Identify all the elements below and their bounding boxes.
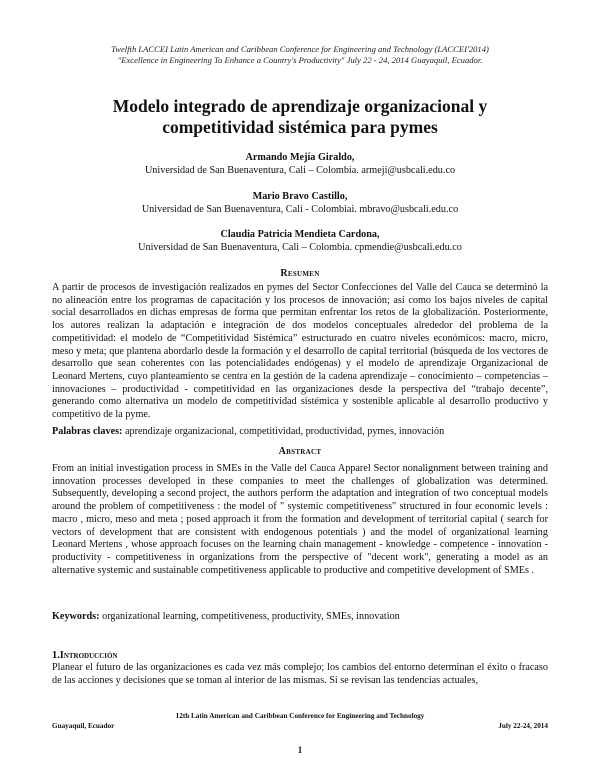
- palabras-label: Palabras claves:: [52, 426, 123, 437]
- palabras-text: aprendizaje organizacional, competitividad, productividad, pymes, innovación: [122, 426, 445, 437]
- keywords-label: Keywords:: [52, 611, 100, 622]
- resumen-text: A partir de procesos de investigación realizados en pymes del Sector Confecciones del Valle del Cauca se determinó la no alineación entre los programas de capacitación y los procesos de innovación; así como los bajos niveles de capital social desarrollados en dichas empresas de forma que permitan enfrentar los retos de la globalización. Posteriormente, los autores realizan la adaptación e integración de dos modelos conceptuales alrededor del problema de la competitividad: el modelo de “Competitividad Sistémica” estructurado en cuatro niveles económicos: macro, micro, meso y meta; que plantena abordarlo desde la formación y el desarrollo de capital territorial (búsqueda de los vectores de desarrollo que sean coherentes con las potencialidades endógenas) y el modelo de aprendizaje Organizacional de Leonard Mertens, cuyo planteamiento se centra en la gestión de la cadena aprendizaje – conocimiento – competencias – innovaciones – productividad - competitividad en las organizaciones desde la perspectiva del “trabajo decente”, generando como alternativa un modelo de competitividad sistémica y sostenible aplicable al desarrollo productivo y competitivo de la pyme.: [52, 282, 548, 421]
- intro-text: Planear el futuro de las organizaciones es cada vez más complejo; los cambios del entorno determinan el éxito o fracaso de las acciones y decisiones que se toman al interior de las mismas. Si se revisan las tendencias actuales,: [52, 662, 548, 686]
- abstract-text: From an initial investigation process in SMEs in the Valle del Cauca Apparel Sector nonalignment between training and innovation processes developed in these companies to meet the challenges of globalization was determined. Subsequently, developing a second project, the authors perform the adaptation and integration of two conceptual models around the problem of competitiveness : the model of " systemic competitiveness" structured in four economic levels : macro , micro, meso and meta ; posed approach it from the formation and development of territorial capital ( search for vectors of development that are consistent with endogenous potentials ) and the model of organizational learning Leonard Mertens , whose approach focuses on the learning chain management - knowledge - competence - innovation - productivity - competitiveness in organizations from the perspective of "decent work", generating a model as an alternative systemic and sustainable competitiveness applicable to productive and competitive development of SMEs .: [52, 463, 548, 576]
- author-block-1: [60, 151, 540, 177]
- author-block-3: [60, 228, 540, 254]
- resumen-heading: Resumen: [280, 268, 320, 279]
- footer-location: Guayaquil, Ecuador: [52, 722, 115, 730]
- author-name: Claudia Patricia Mendieta Cardona,: [220, 229, 380, 240]
- footer-conference: 12th Latin American and Caribbean Conference for Engineering and Technology: [175, 712, 425, 720]
- author-affiliation: Universidad de San Buenaventura, Cali - Colombiai. mbravo@usbcali.edu.co: [141, 204, 459, 215]
- palabras-claves: [52, 425, 548, 438]
- author-name: Mario Bravo Castillo,: [252, 191, 348, 202]
- intro-heading: 1.Introducción: [52, 650, 118, 661]
- paper-title: Modelo integrado de aprendizaje organizacional y competitividad sistémica para pymes: [112, 96, 488, 137]
- conference-header: [0, 44, 600, 66]
- header-line-1: Twelfth LACCEI Latin American and Caribbean Conference for Engineering and Technology (LACCEI'2014): [111, 44, 489, 54]
- keywords: [52, 610, 548, 623]
- header-line-2: "Excellence in Engineering To Enhance a Country's Productivity" July 22 - 24, 2014 Guayaquil, Ecuador.: [117, 55, 483, 65]
- author-affiliation: Universidad de San Buenaventura, Cali – Colombia. armeji@usbcali.edu.co: [144, 165, 456, 176]
- abstract-heading: Abstract: [278, 446, 322, 457]
- author-block-2: [60, 190, 540, 216]
- footer-date: July 22-24, 2014: [498, 722, 548, 730]
- author-affiliation: Universidad de San Buenaventura, Cali – Colombia. cpmendie@usbcali.edu.co: [138, 242, 462, 253]
- page-number: 1: [297, 745, 303, 755]
- author-name: Armando Mejía Giraldo,: [245, 152, 355, 163]
- keywords-text: organizational learning, competitiveness, productivity, SMEs, innovation: [99, 611, 400, 622]
